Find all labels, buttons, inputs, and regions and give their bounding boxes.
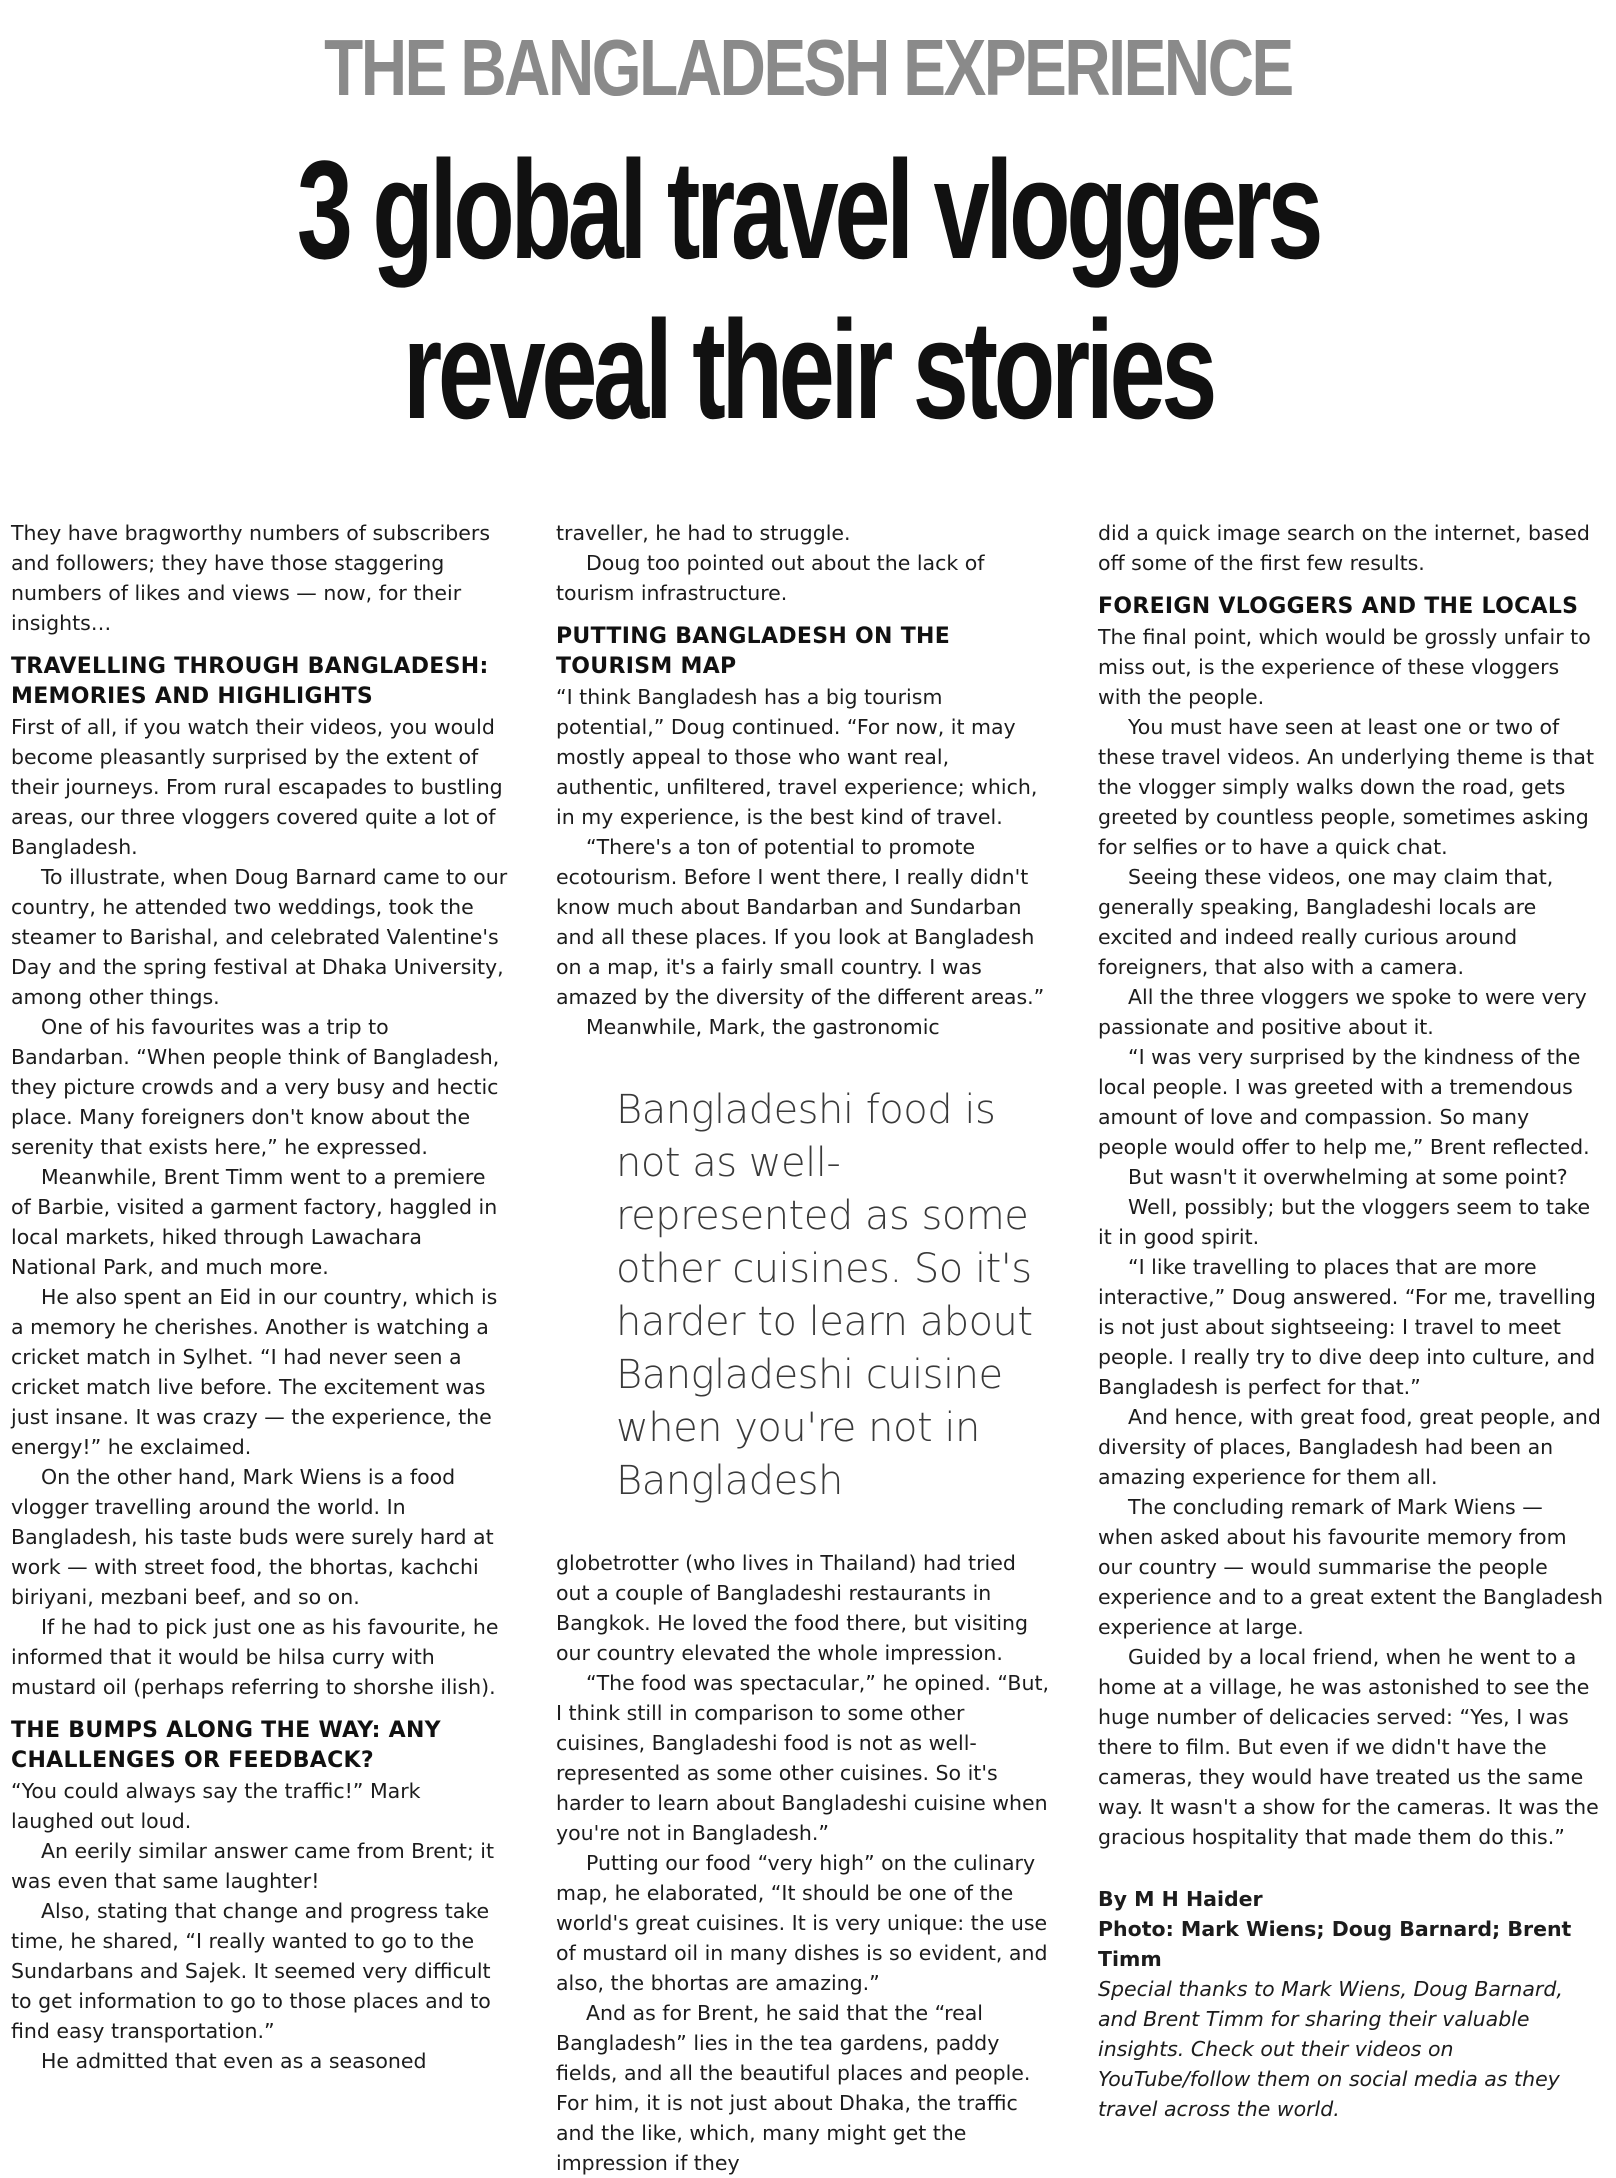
section-heading: TRAVELLING THROUGH BANGLADESH: MEMORIES AND HIGHLIGHTS (11, 654, 489, 709)
section-heading: FOREIGN VLOGGERS AND THE LOCALS (1098, 594, 1579, 619)
article-column-3 (1098, 518, 1604, 2124)
body-paragraph: He also spent an Eid in our country, which is a memory he cherishes. Another is watching a cricket match in Sylhet. “I had never seen a cricket match live before. The excitement was just insane. It was crazy — the experience, the energy!” he exclaimed. (11, 1285, 498, 1459)
body-paragraph: And as for Brent, he said that the “real Bangladesh” lies in the tea gardens, paddy fields, and all the beautiful places and people. For him, it is not just about Dhaka, the traffic and the like, which, many might get the impression if they (556, 2001, 1031, 2175)
special-thanks: Special thanks to Mark Wiens, Doug Barnard, and Brent Timm for sharing their valuable insights. Check out their videos on YouTube/follow them on social media as they travel across the world. (1098, 1977, 1563, 2121)
body-paragraph: Also, stating that change and progress take time, he shared, “I really wanted to go to the Sundarbans and Sajek. It seemed very difficult to get information to go to those places and to find easy transportation.” (11, 1899, 491, 2043)
body-paragraph: One of his favourites was a trip to Bandarban. “When people think of Bangladesh, they picture crowds and a very busy and hectic place. Many foreigners don't know about the serenity that exists here,” he expressed. (11, 1015, 500, 1159)
body-paragraph: “The food was spectacular,” he opined. “But, I think still in comparison to some other cuisines, Bangladeshi food is not as well-represented as some other cuisines. So it's harder to learn about Bangladeshi cuisine when you're not in Bangladesh.” (556, 1671, 1050, 1845)
article-column-1 (11, 518, 509, 2076)
body-paragraph: All the three vloggers we spoke to were very passionate and positive about it. (1098, 985, 1587, 1039)
author-byline: By M H Haider (1098, 1887, 1263, 1911)
intro-paragraph: They have bragworthy numbers of subscribers and followers; they have those staggering numbers of likes and views — now, for their insights… (11, 521, 490, 635)
body-paragraph: He admitted that even as a seasoned (41, 2049, 427, 2073)
body-paragraph: traveller, he had to struggle. (556, 521, 851, 545)
body-paragraph: If he had to pick just one as his favourite, he informed that it would be hilsa curry with mustard oil (perhaps referring to shorshe ilish). (11, 1615, 499, 1699)
body-paragraph: “I was very surprised by the kindness of the local people. I was greeted with a tremendous amount of love and compassion. So many people would offer to help me,” Brent reflected. (1098, 1045, 1590, 1159)
body-paragraph: The concluding remark of Mark Wiens — when asked about his favourite memory from our country — would summarise the people experience and to a great extent the Bangladesh experience at large. (1098, 1495, 1604, 1639)
body-paragraph: And hence, with great food, great people, and diversity of places, Bangladesh had been an amazing experience for them all. (1098, 1405, 1601, 1489)
headline-line-2: reveal their stories (402, 291, 1214, 448)
section-heading: THE BUMPS ALONG THE WAY: ANY CHALLENGES OR FEEDBACK? (11, 1718, 441, 1773)
headline (226, 130, 1390, 450)
body-paragraph: did a quick image search on the internet, based off some of the first few results. (1098, 521, 1590, 575)
body-paragraph: You must have seen at least one or two of these travel videos. An underlying theme is that the vlogger simply walks down the road, gets greeted by countless people, sometimes asking for selfies or to have a quick chat. (1098, 715, 1595, 859)
headline-line-1: 3 global travel vloggers (296, 131, 1320, 288)
body-paragraph: “I think Bangladesh has a big tourism potential,” Doug continued. “For now, it may mostly appeal to those who want real, authentic, unfiltered, travel experience; which, in my experience, is the best kind of travel. (556, 685, 1038, 829)
body-paragraph: Seeing these videos, one may claim that, generally speaking, Bangladeshi locals are excited and indeed really curious around foreigners, that also with a camera. (1098, 865, 1554, 979)
body-paragraph: To illustrate, when Doug Barnard came to our country, he attended two weddings, took the steamer to Barishal, and celebrated Valentine's Day and the spring festival at Dhaka University, among other things. (11, 865, 508, 1009)
body-paragraph: The final point, which would be grossly unfair to miss out, is the experience of these vloggers with the people. (1098, 625, 1591, 709)
body-paragraph: But wasn't it overwhelming at some point? (1128, 1165, 1568, 1189)
body-paragraph: Meanwhile, Mark, the gastronomic (586, 1015, 940, 1039)
body-paragraph: An eerily similar answer came from Brent; it was even that same laughter! (11, 1839, 495, 1893)
body-paragraph: “There's a ton of potential to promote ecotourism. Before I went there, I really didn't know much about Bandarban and Sundarban and all these places. If you look at Bangladesh on a map, it's a fairly small country. I was amazed by the diversity of the different areas.” (556, 835, 1045, 1009)
body-paragraph: Guided by a local friend, when he went to a home at a village, he was astonished to see the huge number of delicacies served: “Yes, I was there to film. But even if we didn't have the cameras, they would have treated us the same way. It wasn't a show for the cameras. It was the gracious hospitality that made them do this.” (1098, 1645, 1599, 1849)
body-paragraph: “You could always say the traffic!” Mark laughed out loud. (11, 1779, 421, 1833)
body-paragraph: First of all, if you watch their videos, you would become pleasantly surprised by the extent of their journeys. From rural escapades to bustling areas, our three vloggers covered quite a lot of Bangladesh. (11, 715, 503, 859)
body-paragraph: globetrotter (who lives in Thailand) had tried out a couple of Bangladeshi restaurants in Bangkok. He loved the food there, but visiting our country elevated the whole impression. (556, 1551, 1029, 1665)
body-paragraph: Doug too pointed out about the lack of tourism infrastructure. (556, 551, 985, 605)
pull-quote: Bangladeshi food is not as well-represented as some other cuisines. So it's harder to learn about Bangladeshi cuisine when you're not in Bangladesh (616, 1087, 1033, 1504)
photo-credit: Photo: Mark Wiens; Doug Barnard; Brent Timm (1098, 1917, 1572, 1971)
section-heading: PUTTING BANGLADESH ON THE TOURISM MAP (556, 624, 951, 679)
byline-block (1098, 1884, 1604, 2124)
article-column-2 (556, 518, 1052, 2178)
section-kicker: THE BANGLADESH EXPERIENCE (324, 23, 1292, 112)
body-paragraph: “I like travelling to places that are more interactive,” Doug answered. “For me, travelling is not just about sightseeing: I travel to meet people. I really try to dive deep into culture, and Bangladesh is perfect for that.” (1098, 1255, 1596, 1399)
body-paragraph: Well, possibly; but the vloggers seem to take it in good spirit. (1098, 1195, 1591, 1249)
body-paragraph: Meanwhile, Brent Timm went to a premiere of Barbie, visited a garment factory, haggled in local markets, hiked through Lawachara National Park, and much more. (11, 1165, 498, 1279)
body-paragraph: Putting our food “very high” on the culinary map, he elaborated, “It should be one of the world's great cuisines. It is very unique: the use of mustard oil in many dishes is so evident, and also, the bhortas are amazing.” (556, 1851, 1048, 1995)
body-paragraph: On the other hand, Mark Wiens is a food vlogger travelling around the world. In Bangladesh, his taste buds were surely hard at work — with street food, the bhortas, kachchi biriyani, mezbani beef, and so on. (11, 1465, 494, 1609)
